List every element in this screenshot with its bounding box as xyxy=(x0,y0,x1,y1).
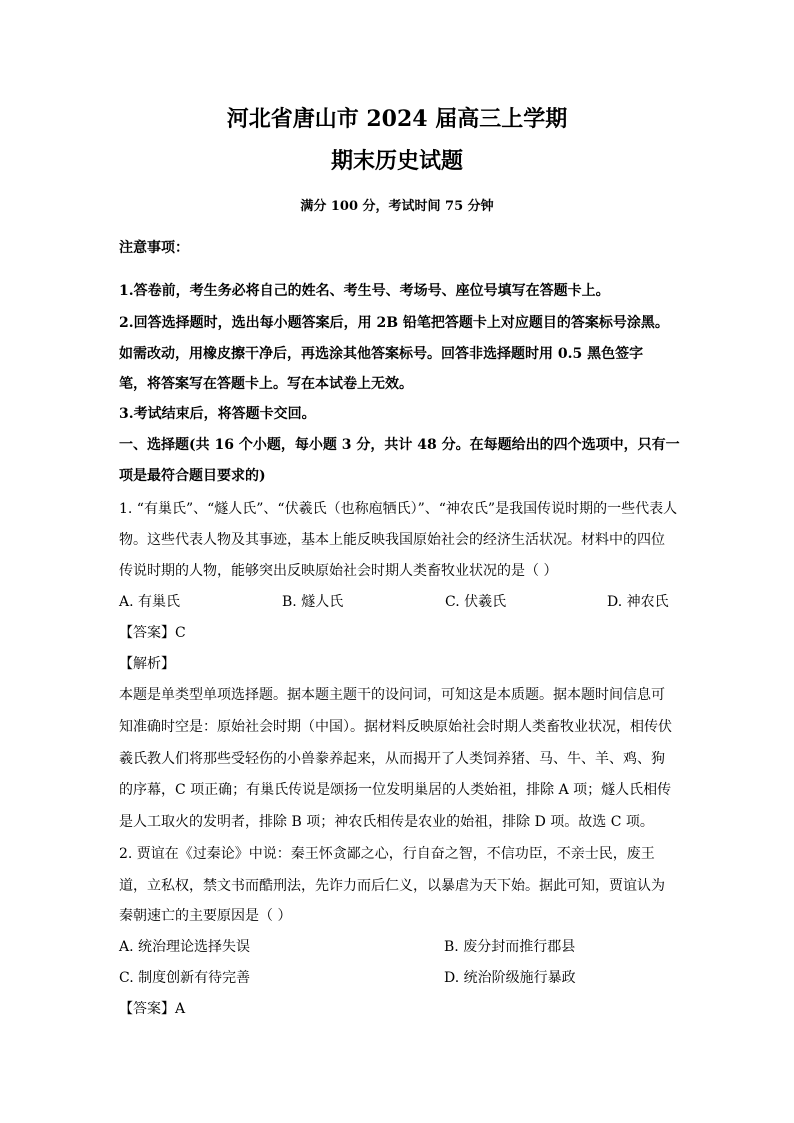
question-1-analysis: 知准确时空是：原始社会时期（中国）。据材料反映原始社会时期人类畜牧业状况，相传伏 xyxy=(119,719,672,735)
page-subtitle: 期末历史试题 xyxy=(330,148,463,174)
question-1-option-d: D. 神农氏 xyxy=(607,594,669,610)
question-2-option-d: D. 统治阶级施行暴政 xyxy=(444,970,576,986)
question-1-analysis: 羲氏教人们将那些受轻伤的小兽豢养起来，从而揭开了人类饲养猪、马、牛、羊、鸡、狗 xyxy=(119,751,665,767)
question-2-option-b: B. 废分封而推行郡县 xyxy=(444,939,576,955)
notice-item-1: 1.答卷前，考生务必将自己的姓名、考生号、考场号、座位号填写在答题卡上。 xyxy=(119,283,610,299)
section-heading: 一、选择题(共 16 个小题，每小题 3 分，共计 48 分。在每题给出的四个选项中，只有一 xyxy=(119,437,680,453)
question-2-stem: 道，立私权，禁文书而酷刑法，先诈力而后仁义，以暴虐为天下始。据此可知，贾谊认为 xyxy=(119,878,665,894)
question-1-analysis: 的序幕，C 项正确；有巢氏传说是颂扬一位发明巢居的人类始祖，排除 A 项；燧人氏相传 xyxy=(119,782,672,798)
question-1-option-c: C. 伏羲氏 xyxy=(445,594,507,610)
question-2-answer: 【答案】A xyxy=(119,1001,186,1017)
question-1-option-b: B. 燧人氏 xyxy=(282,594,344,610)
notice-item-2-cont: 如需改动，用橡皮擦干净后，再选涂其他答案标号。回答非选择题时用 0.5 黑色签字 xyxy=(119,346,644,362)
section-heading-cont: 项是最符合题目要求的) xyxy=(119,468,266,484)
question-1-analysis-heading: 【解析】 xyxy=(119,656,175,672)
notice-heading: 注意事项： xyxy=(119,240,189,256)
question-2-option-a: A. 统治理论选择失误 xyxy=(119,939,251,955)
notice-item-2-cont: 笔，将答案写在答题卡上。写在本试卷上无效。 xyxy=(119,376,413,392)
question-1-answer: 【答案】C xyxy=(119,625,186,641)
question-1-analysis: 是人工取火的发明者，排除 B 项；神农氏相传是农业的始祖，排除 D 项。故选 C 项。 xyxy=(119,814,654,830)
page-title: 河北省唐山市 2024 届高三上学期 xyxy=(226,106,568,132)
score-time-note: 满分 100 分，考试时间 75 分钟 xyxy=(300,199,494,214)
question-1-stem: 传说时期的人物，能够突出反映原始社会时期人类畜牧业状况的是（ ） xyxy=(119,563,558,579)
question-2-stem: 秦朝速亡的主要原因是（ ） xyxy=(119,908,292,924)
question-1-option-a: A. 有巢氏 xyxy=(119,594,181,610)
question-2-option-c: C. 制度创新有待完善 xyxy=(119,970,251,986)
question-2-stem: 2. 贾谊在《过秦论》中说：秦王怀贪鄙之心，行自奋之智，不信功臣，不亲士民，废王 xyxy=(119,846,655,862)
question-1-stem: 1. “有巢氏”、“燧人氏”、“伏羲氏（也称庖牺氏）”、“神农氏”是我国传说时期的一些代表人 xyxy=(119,501,678,517)
notice-item-3: 3.考试结束后，将答题卡交回。 xyxy=(119,406,316,422)
question-1-analysis: 本题是单类型单项选择题。据本题主题干的设问词，可知这是本质题。据本题时间信息可 xyxy=(119,687,665,703)
notice-item-2: 2.回答选择题时，选出每小题答案后，用 2B 铅笔把答题卡上对应题目的答案标号涂黑。 xyxy=(119,315,669,331)
question-1-stem: 物。这些代表人物及其事迹，基本上能反映我国原始社会的经济生活状况。材料中的四位 xyxy=(119,532,665,548)
